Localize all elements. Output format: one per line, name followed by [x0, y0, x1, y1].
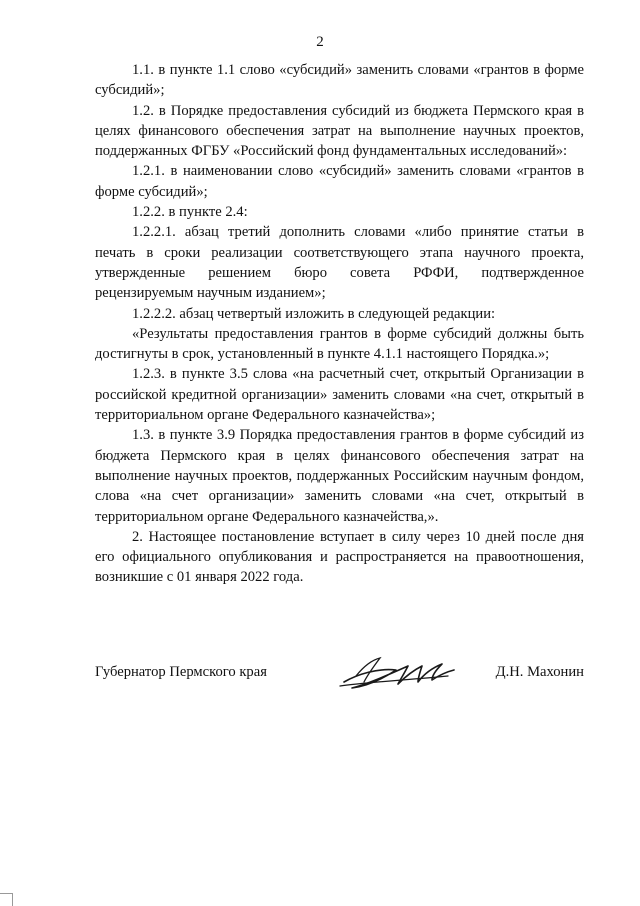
signatory-title: Губернатор Пермского края [95, 664, 267, 680]
signature-block [95, 652, 584, 696]
signatory-name: Д.Н. Махонин [495, 664, 584, 680]
document-body [95, 60, 584, 588]
paragraph-1-2-2-1: 1.2.2.1. абзац третий дополнить словами «либо принятие статьи в печать в сроки реализации соответствующего этапа научного проекта, утвержденные решением бюро совета РФФИ, подтвержденное рецензируемым научным изданием»; [95, 224, 584, 302]
paragraph-1-2: 1.2. в Порядке предоставления субсидий из бюджета Пермского края в целях финансового обеспечения затрат на выполнение научных проектов, поддержанных ФГБУ «Российский фонд фундаментальных исследований»: [95, 102, 584, 160]
paragraph-1-2-3: 1.2.3. в пункте 3.5 слова «на расчетный счет, открытый Организации в российской кредитной организации» заменить словами «на счет, открытый в территориальном органе Федерального казначейства»; [95, 366, 584, 424]
paragraph-2: 2. Настоящее постановление вступает в силу через 10 дней после дня его официального опубликования и распространяется на правоотношения, возникшие с 01 января 2022 года. [95, 528, 584, 586]
scan-corner-mark [0, 893, 13, 906]
page-number: 2 [316, 34, 324, 50]
paragraph-1-2-2-2: 1.2.2.2. абзац четвертый изложить в следующей редакции: [132, 305, 496, 322]
handwritten-signature [338, 652, 458, 696]
paragraph-1-2-1: 1.2.1. в наименовании слово «субсидий» заменить словами «грантов в форме субсидий»; [95, 163, 584, 200]
paragraph-1-1: 1.1. в пункте 1.1 слово «субсидий» заменить словами «грантов в форме субсидий»; [95, 62, 584, 99]
paragraph-quote: «Результаты предоставления грантов в форме субсидий должны быть достигнуты в срок, установленный в пункте 4.1.1 настоящего Порядка.»; [95, 325, 584, 363]
paragraph-1-3: 1.3. в пункте 3.9 Порядка предоставления грантов в форме субсидий из бюджета Пермского края в целях финансового обеспечения затрат на выполнение научных проектов, поддержанных Российским научным фондом, слова «на счет организации» заменить словами «на счет, открытый в территориальном органе Федерального казначейства,». [95, 427, 584, 525]
paragraph-1-2-2: 1.2.2. в пункте 2.4: [132, 204, 248, 221]
